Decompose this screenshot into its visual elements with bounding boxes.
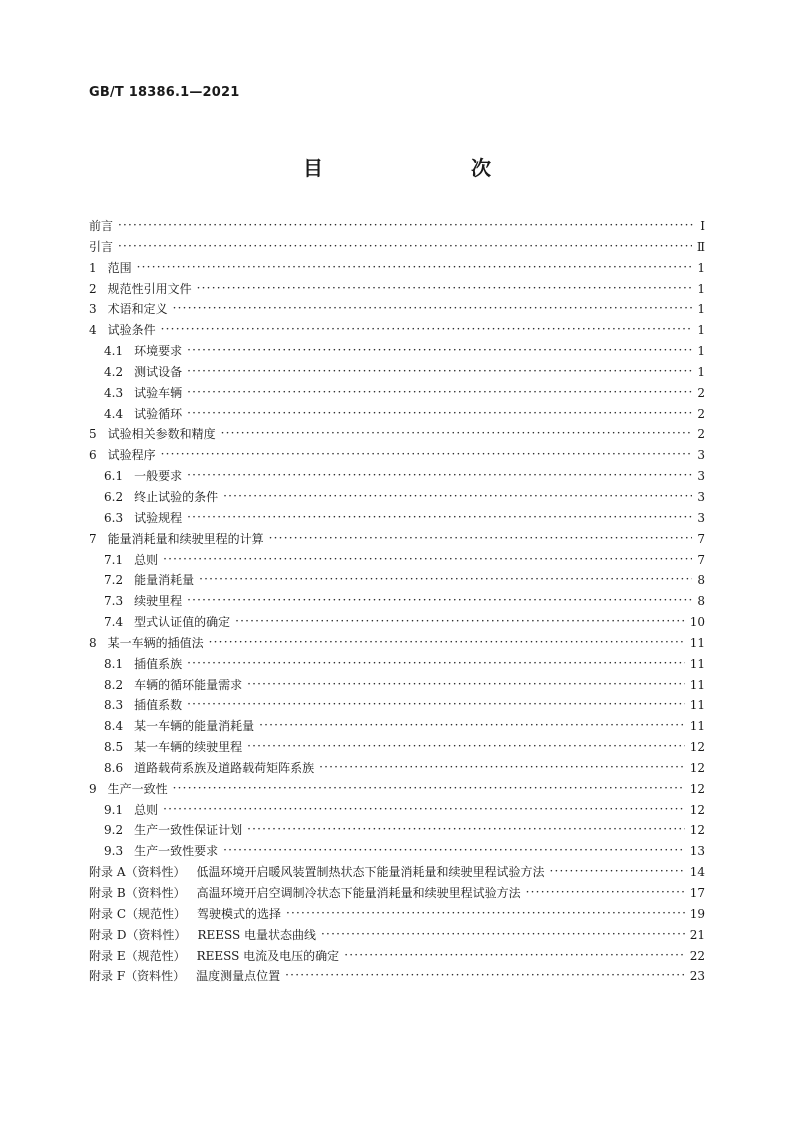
dot-leader (187, 653, 685, 674)
dot-leader (163, 549, 692, 570)
toc-entry-page-number: 3 (697, 469, 705, 484)
dot-leader (223, 486, 692, 507)
toc-entry[interactable] (89, 424, 705, 445)
toc-entry-number: 4 (89, 323, 97, 338)
dot-leader (161, 444, 693, 465)
dot-leader (161, 319, 693, 340)
toc-entry-page-number: 23 (689, 969, 705, 984)
toc-entry-page-number: 8 (697, 594, 705, 609)
toc-entry[interactable] (89, 487, 705, 508)
toc-entry-title: 温度测量点位置 (196, 969, 281, 984)
standard-code: GB/T 18386.1—2021 (89, 85, 240, 100)
toc-entry-page-number: 12 (689, 802, 705, 817)
toc-entry[interactable] (89, 841, 705, 862)
toc-entry-page-number: 12 (689, 760, 705, 775)
page-title: 目 次 (303, 156, 527, 180)
dot-leader (269, 528, 693, 549)
toc-entry-number: 6.1 (104, 469, 124, 484)
toc-entry-page-number: 13 (689, 844, 705, 859)
toc-entry-page-number: 1 (697, 323, 705, 338)
toc-entry-page-number: 12 (689, 781, 705, 796)
toc-entry[interactable] (89, 591, 705, 612)
toc-entry-page-number: 11 (689, 656, 705, 671)
toc-entry-number: 7.2 (104, 573, 124, 588)
dot-leader (247, 819, 685, 840)
toc-entry-title: 型式认证值的确定 (134, 615, 231, 630)
toc-entry-number: 8.4 (104, 719, 124, 734)
toc-entry-number: 8.5 (104, 740, 124, 755)
toc-entry-number: 4.4 (104, 406, 124, 421)
toc-entry[interactable] (89, 675, 705, 696)
toc-entry-page-number: 8 (697, 573, 705, 588)
dot-leader (247, 736, 685, 757)
dot-leader (137, 257, 693, 278)
toc-entry-title: 驾驶模式的选择 (197, 906, 282, 921)
dot-leader (187, 507, 692, 528)
toc-entry-title: 试验程序 (107, 448, 156, 463)
toc-entry[interactable] (89, 320, 705, 341)
toc-entry[interactable] (89, 862, 705, 883)
toc-entry-title: 术语和定义 (107, 302, 168, 317)
toc-entry-page-number: 14 (689, 865, 705, 880)
toc-entry-title: 能量消耗量和续驶里程的计算 (107, 531, 264, 546)
toc-entry-number: 8.2 (104, 677, 124, 692)
toc-entry-page-number: Ⅱ (696, 239, 705, 254)
toc-entry-number: 附录 A（资料性） (89, 865, 186, 880)
dot-leader (223, 840, 685, 861)
toc-entry[interactable] (89, 716, 705, 737)
toc-entry-title: 能量消耗量 (134, 573, 195, 588)
toc-entry-page-number: 11 (689, 698, 705, 713)
toc-entry-number: 8.3 (104, 698, 124, 713)
toc-entry-title: 测试设备 (134, 364, 183, 379)
toc-entry[interactable] (89, 633, 705, 654)
dot-leader (187, 340, 692, 361)
dot-leader (118, 215, 695, 236)
dot-leader (235, 611, 685, 632)
toc-entry-title: 总则 (134, 552, 159, 567)
toc-entry-page-number: Ⅰ (700, 219, 705, 233)
toc-entry[interactable] (89, 362, 705, 383)
dot-leader (187, 465, 692, 486)
toc-entry-title: 前言 (89, 219, 114, 233)
toc-entry-number: 8.1 (104, 656, 124, 671)
toc-entry-title: 道路载荷系族及道路载荷矩阵系族 (134, 760, 315, 775)
toc-entry-page-number: 1 (697, 281, 705, 296)
toc-entry-number: 附录 D（资料性） (89, 927, 187, 942)
dot-leader (247, 674, 685, 695)
toc-entry[interactable] (89, 925, 705, 946)
toc-entry-title: 范围 (107, 260, 132, 275)
dot-leader (187, 361, 692, 382)
toc-entry[interactable] (89, 237, 705, 258)
toc-entry-page-number: 22 (689, 948, 705, 963)
toc-entry-page-number: 11 (689, 677, 705, 692)
toc-entry-page-number: 17 (689, 886, 705, 900)
toc-entry[interactable] (89, 279, 705, 300)
toc-entry-page-number: 12 (689, 740, 705, 755)
toc-entry-title: 试验相关参数和精度 (107, 427, 216, 442)
toc-entry-title: 插值系族 (134, 656, 183, 671)
toc-entry-title: 引言 (89, 239, 114, 254)
toc-entry-page-number: 1 (697, 344, 705, 359)
toc-entry-page-number: 1 (697, 260, 705, 275)
toc-entry-number: 附录 F（资料性） (89, 969, 186, 984)
toc-entry[interactable] (89, 800, 705, 821)
toc-entry-page-number: 11 (689, 635, 705, 650)
toc-entry[interactable] (89, 695, 705, 716)
toc-entry-number: 6 (89, 448, 97, 463)
toc-entry-title: 插值系数 (134, 698, 183, 713)
toc-entry-page-number: 2 (697, 427, 705, 442)
toc-entry-title: 生产一致性保证计划 (134, 823, 243, 838)
dot-leader (173, 778, 685, 799)
dot-leader (209, 632, 685, 653)
toc-entry[interactable] (89, 258, 705, 279)
toc-entry-page-number: 7 (697, 552, 705, 567)
toc-entry-page-number: 21 (689, 927, 705, 942)
dot-leader (321, 924, 685, 945)
dot-leader (173, 298, 693, 319)
toc-entry-title: 生产一致性 (107, 781, 168, 796)
toc-entry-number: 9.1 (104, 802, 124, 817)
toc-entry-number: 附录 E（规范性） (89, 948, 186, 963)
toc-entry-number: 4.1 (104, 344, 124, 359)
dot-leader (187, 590, 692, 611)
toc-entry[interactable] (89, 779, 705, 800)
toc-entry[interactable] (89, 466, 705, 487)
toc-entry[interactable] (89, 612, 705, 633)
toc-entry-number: 4.3 (104, 385, 124, 400)
dot-leader (118, 236, 692, 257)
toc-entry-title: 续驶里程 (134, 594, 183, 609)
toc-entry-number: 9 (89, 781, 97, 796)
dot-leader (163, 799, 685, 820)
dot-leader (221, 423, 693, 444)
dot-leader (286, 903, 685, 924)
toc-entry[interactable] (89, 883, 705, 904)
toc-entry[interactable] (89, 216, 705, 237)
toc-entry[interactable] (89, 445, 705, 466)
toc-entry-number: 2 (89, 281, 97, 296)
toc-entry-page-number: 3 (697, 489, 705, 504)
toc-entry-number: 5 (89, 427, 97, 442)
toc-entry-title: 某一车辆的插值法 (107, 635, 204, 650)
dot-leader (550, 861, 685, 882)
toc-entry-number: 3 (89, 302, 97, 317)
toc-entry-title: REESS 电流及电压的确定 (196, 948, 340, 963)
toc-entry[interactable] (89, 654, 705, 675)
dot-leader (187, 694, 685, 715)
toc-entry-title: 某一车辆的续驶里程 (134, 740, 243, 755)
toc-entry[interactable] (89, 341, 705, 362)
toc-entry[interactable] (89, 299, 705, 320)
toc-entry-title: 规范性引用文件 (107, 281, 192, 296)
toc-entry-number: 1 (89, 260, 97, 275)
toc-entry[interactable] (89, 529, 705, 550)
toc-entry-number: 6.3 (104, 510, 124, 525)
toc-entry-title: 试验条件 (107, 323, 156, 338)
toc-entry-title: 试验规程 (134, 510, 183, 525)
table-of-contents (89, 216, 705, 987)
dot-leader (199, 569, 692, 590)
toc-entry[interactable] (89, 404, 705, 425)
toc-entry-title: 高温环境开启空调制冷状态下能量消耗量和续驶里程试验方法 (196, 886, 521, 900)
dot-leader (259, 715, 685, 736)
toc-entry-page-number: 1 (697, 364, 705, 379)
toc-entry-title: 某一车辆的能量消耗量 (134, 719, 255, 734)
toc-entry-page-number: 7 (697, 531, 705, 546)
toc-entry-title: 终止试验的条件 (134, 489, 219, 504)
toc-entry[interactable] (89, 550, 705, 571)
toc-entry-number: 8 (89, 635, 97, 650)
toc-entry-page-number: 2 (697, 385, 705, 400)
dot-leader (319, 757, 685, 778)
dot-leader (197, 278, 693, 299)
toc-entry-title: 一般要求 (134, 469, 183, 484)
toc-entry-number: 9.2 (104, 823, 124, 838)
toc-entry-number: 7.1 (104, 552, 124, 567)
toc-entry-number: 8.6 (104, 760, 124, 775)
toc-entry-title: 总则 (134, 802, 159, 817)
toc-entry[interactable] (89, 570, 705, 591)
toc-entry-title: 车辆的循环能量需求 (134, 677, 243, 692)
toc-entry-page-number: 3 (697, 448, 705, 463)
toc-entry[interactable] (89, 904, 705, 925)
toc-entry-number: 9.3 (104, 844, 124, 859)
dot-leader (285, 965, 685, 986)
toc-entry-page-number: 2 (697, 406, 705, 421)
toc-entry[interactable] (89, 820, 705, 841)
toc-entry[interactable] (89, 383, 705, 404)
dot-leader (187, 382, 692, 403)
toc-entry[interactable] (89, 946, 705, 967)
toc-entry-title: 试验车辆 (134, 385, 183, 400)
toc-entry[interactable] (89, 737, 705, 758)
toc-entry-page-number: 12 (689, 823, 705, 838)
toc-entry-number: 7 (89, 531, 97, 546)
toc-entry-number: 附录 C（规范性） (89, 906, 186, 921)
toc-entry-title: 低温环境开启暖风装置制热状态下能量消耗量和续驶里程试验方法 (196, 865, 545, 880)
toc-entry-number: 7.4 (104, 615, 124, 630)
toc-entry-page-number: 10 (689, 615, 705, 630)
toc-entry-number: 附录 B（资料性） (89, 886, 186, 900)
toc-entry-page-number: 19 (689, 906, 705, 921)
toc-entry[interactable] (89, 508, 705, 529)
toc-entry-title: REESS 电量状态曲线 (197, 927, 317, 942)
toc-entry-page-number: 3 (697, 510, 705, 525)
dot-leader (187, 403, 692, 424)
toc-entry-page-number: 1 (697, 302, 705, 317)
toc-entry-number: 4.2 (104, 364, 124, 379)
toc-entry-title: 生产一致性要求 (134, 844, 219, 859)
toc-entry[interactable] (89, 966, 705, 987)
toc-entry[interactable] (89, 758, 705, 779)
dot-leader (526, 882, 685, 903)
toc-entry-number: 7.3 (104, 594, 124, 609)
toc-entry-number: 6.2 (104, 489, 124, 504)
toc-entry-title: 环境要求 (134, 344, 183, 359)
toc-entry-page-number: 11 (689, 719, 705, 734)
dot-leader (344, 945, 685, 966)
toc-entry-title: 试验循环 (134, 406, 183, 421)
